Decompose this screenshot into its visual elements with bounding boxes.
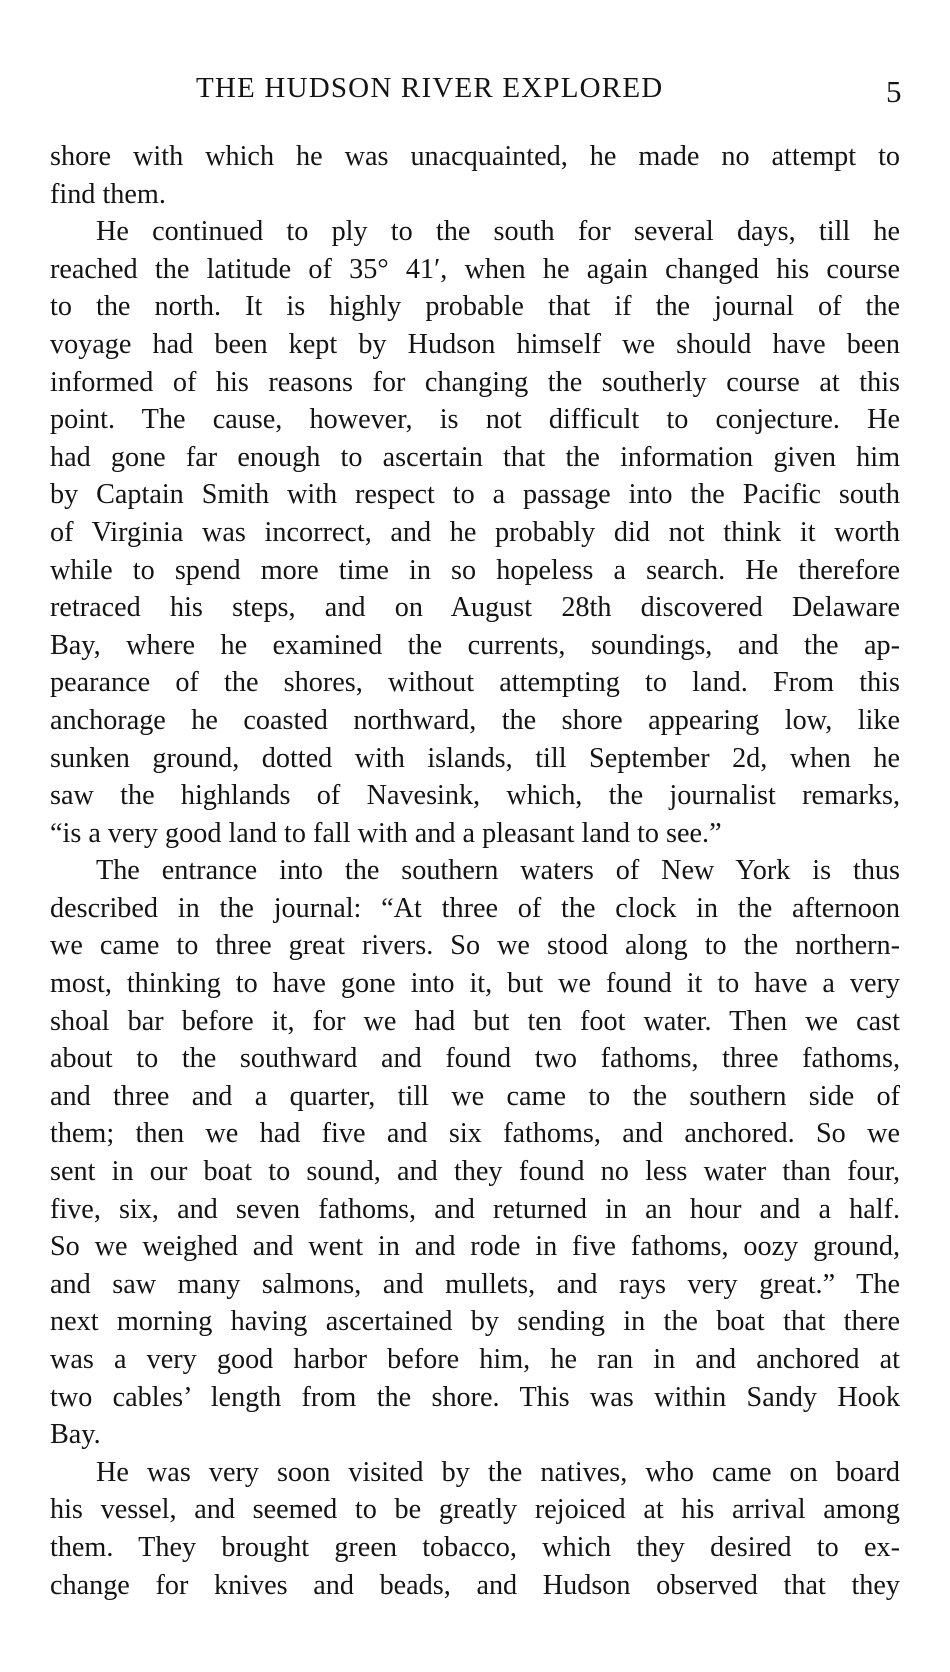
text-line: described in the journal: “At three of the clock in the afternoon: [50, 892, 900, 924]
body-text: [50, 138, 900, 1604]
text-line: to the north. It is highly probable that if the journal of the: [50, 291, 900, 323]
text-line: of Virginia was incorrect, and he probably did not think it worth: [50, 516, 900, 548]
text-line: He continued to ply to the south for several days, till he: [96, 216, 900, 248]
text-line: them. They brought green tobacco, which they desired to ex-: [50, 1531, 900, 1563]
text-line: sent in our boat to sound, and they found no less water than four,: [50, 1156, 900, 1188]
paragraph: [50, 852, 900, 1454]
text-line: we came to three great rivers. So we stood along to the northern-: [50, 930, 900, 962]
text-line: two cables’ length from the shore. This was within Sandy Hook: [50, 1381, 900, 1413]
running-title: THE HUDSON RIVER EXPLORED: [196, 72, 664, 104]
text-line: pearance of the shores, without attempting to land. From this: [50, 667, 900, 699]
paragraph: [50, 213, 900, 852]
page-number: 5: [886, 74, 902, 109]
text-line: by Captain Smith with respect to a passage into the Pacific south: [50, 479, 900, 511]
text-line: them; then we had five and six fathoms, and anchored. So we: [50, 1118, 900, 1150]
text-line: voyage had been kept by Hudson himself we should have been: [50, 328, 900, 360]
paragraph: [50, 1454, 900, 1604]
paragraph: [50, 138, 900, 213]
text-line: sunken ground, dotted with islands, till September 2d, when he: [50, 742, 900, 774]
text-line: shore with which he was unacquainted, he made no attempt to: [50, 141, 900, 172]
text-line: change for knives and beads, and Hudson observed that they: [50, 1569, 900, 1601]
text-line: next morning having ascertained by sending in the boat that there: [50, 1306, 900, 1338]
text-line: five, six, and seven fathoms, and returned in an hour and a half.: [50, 1193, 900, 1225]
text-line: retraced his steps, and on August 28th discovered Delaware: [50, 592, 900, 624]
text-line: was a very good harbor before him, he ran in and anchored at: [50, 1344, 900, 1375]
text-line: “is a very good land to fall with and a pleasant land to see.”: [50, 817, 722, 849]
text-line: reached the latitude of 35° 41′, when he again changed his course: [50, 253, 900, 285]
text-line: saw the highlands of Navesink, which, the journalist remarks,: [50, 780, 900, 812]
text-line: Bay, where he examined the currents, soundings, and the ap-: [50, 629, 900, 661]
text-line: anchorage he coasted northward, the shore appearing low, like: [50, 704, 900, 736]
text-line: He was very soon visited by the natives, who came on board: [96, 1456, 900, 1488]
text-line: shoal bar before it, for we had but ten foot water. Then we cast: [50, 1005, 900, 1037]
text-line: while to spend more time in so hopeless a search. He therefore: [50, 554, 900, 586]
text-line: Bay.: [50, 1419, 101, 1451]
text-line: and three and a quarter, till we came to the southern side of: [50, 1080, 900, 1112]
text-line: So we weighed and went in and rode in five fathoms, oozy ground,: [50, 1231, 900, 1263]
text-line: his vessel, and seemed to be greatly rejoiced at his arrival among: [50, 1494, 900, 1526]
text-line: The entrance into the southern waters of New York is thus: [96, 855, 900, 887]
text-line: informed of his reasons for changing the southerly course at this: [50, 366, 900, 398]
text-line: point. The cause, however, is not difficult to conjecture. He: [50, 404, 900, 436]
text-line: and saw many salmons, and mullets, and rays very great.” The: [50, 1268, 900, 1300]
running-head: [0, 72, 950, 112]
text-line: find them.: [50, 178, 166, 210]
text-line: about to the southward and found two fathoms, three fathoms,: [50, 1043, 900, 1075]
text-line: most, thinking to have gone into it, but we found it to have a very: [50, 968, 900, 1000]
text-line: had gone far enough to ascertain that the information given him: [50, 441, 900, 473]
